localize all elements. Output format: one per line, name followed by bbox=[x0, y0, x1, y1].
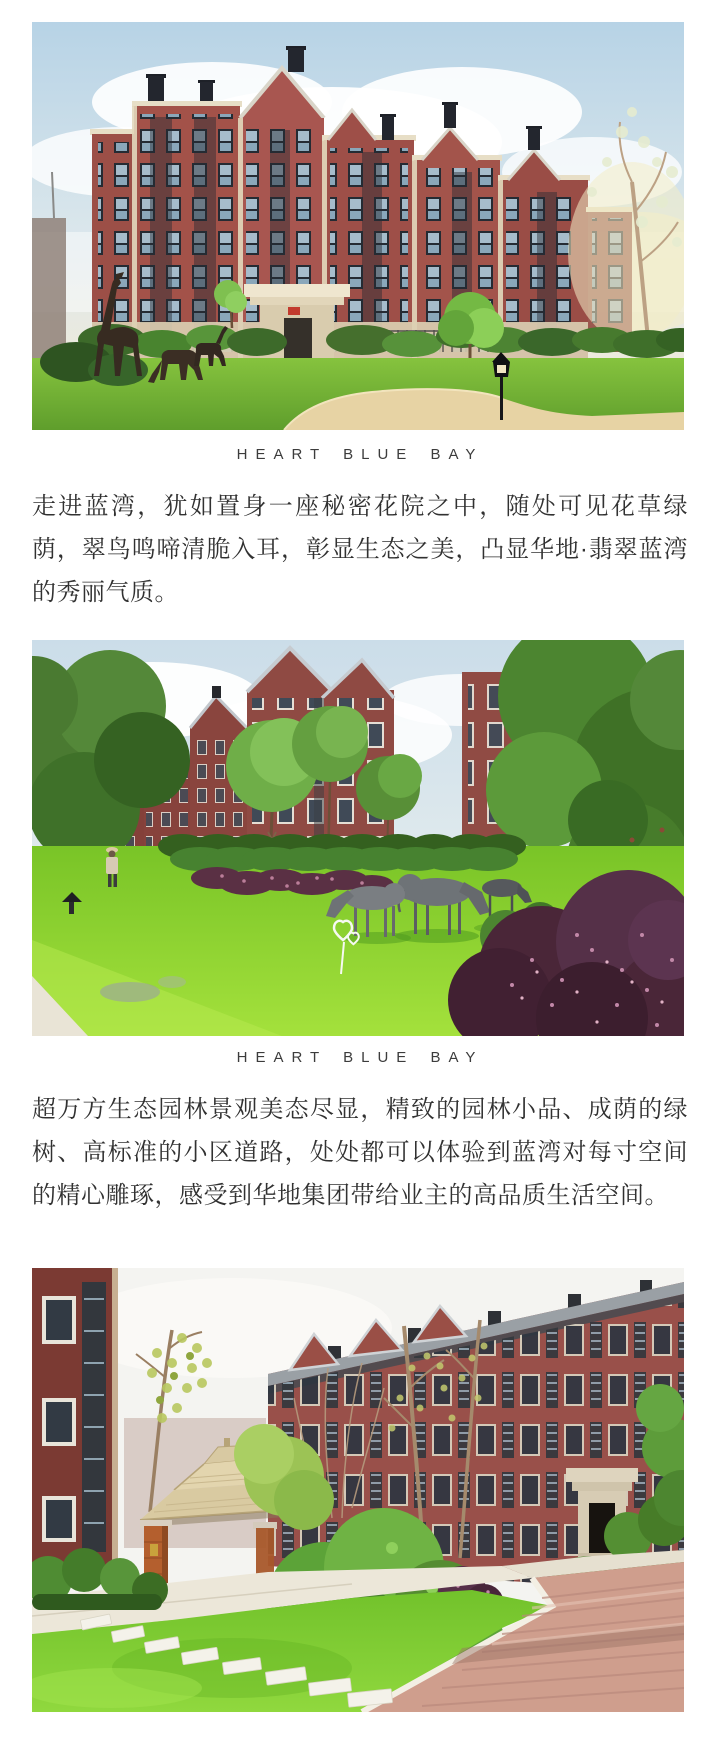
photo-buildings-lawn bbox=[32, 22, 684, 430]
photo-buildings-lawn-image bbox=[32, 22, 684, 430]
article-paragraph: 走进蓝湾，犹如置身一座秘密花院之中，随处可见花草绿荫，翠鸟鸣啼清脆入耳，彰显生态之美，凸显华地·翡翠蓝湾的秀丽气质。 bbox=[32, 493, 688, 606]
photo-caption: HEART BLUE BAY bbox=[236, 446, 484, 463]
photo-garden-lawn-image bbox=[32, 640, 684, 1036]
article-paragraph: 超万方生态园林景观美态尽显，精致的园林小品、成荫的绿树、高标准的小区道路，处处都可以体验到蓝湾对每寸空间的精心雕琢，感受到华地集团带给业主的高品质生活空间。 bbox=[32, 1096, 688, 1209]
photo-garden-lawn bbox=[32, 640, 684, 1036]
photo-caption: HEART BLUE BAY bbox=[236, 1049, 484, 1066]
photo-pavilion-path bbox=[32, 1268, 684, 1712]
photo-pavilion-path-image bbox=[32, 1268, 684, 1712]
